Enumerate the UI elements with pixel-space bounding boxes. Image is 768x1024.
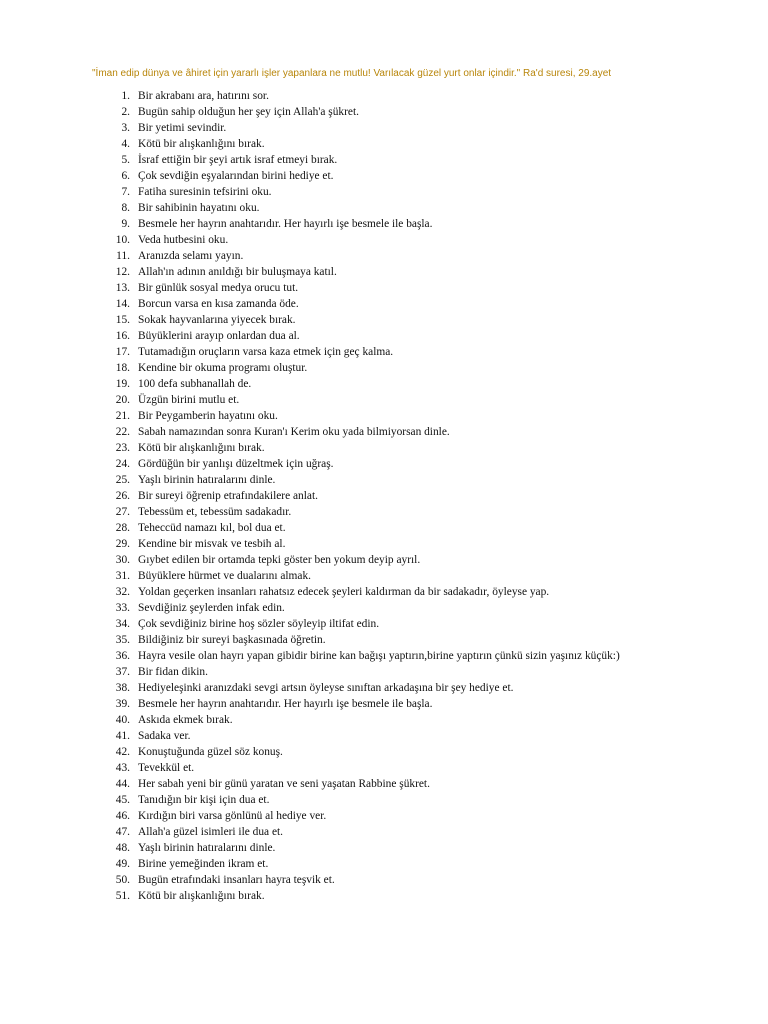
list-item-text: Kötü bir alışkanlığını bırak. (138, 890, 265, 902)
list-item (98, 152, 658, 168)
list-item-text: Bir sureyi öğrenip etrafındakilere anlat. (138, 490, 318, 502)
list-item (98, 248, 658, 264)
list-item (98, 648, 658, 664)
list-item-text: Bugün etrafındaki insanları hayra teşvik et. (138, 874, 335, 886)
list-item (98, 264, 658, 280)
list-item-text: Çok sevdiğin eşyalarından birini hediye et. (138, 170, 334, 182)
list-item (98, 808, 658, 824)
list-item (98, 728, 658, 744)
list-item (98, 856, 658, 872)
list-item-number: 49. (115, 858, 130, 870)
list-item-number: 50. (115, 874, 130, 886)
list-item-text: Aranızda selamı yayın. (138, 250, 244, 262)
list-item-number: 40. (115, 714, 130, 726)
list-item-number: 26. (115, 490, 130, 502)
list-item-text: Tanıdığın bir kişi için dua et. (138, 794, 270, 806)
list-item (98, 568, 658, 584)
list-item-text: Allah'ın adının anıldığı bir buluşmaya katıl. (138, 266, 337, 278)
list-item-number: 46. (115, 810, 130, 822)
list-item-number: 38. (115, 682, 130, 694)
list-item (98, 872, 658, 888)
list-item-number: 5. (121, 154, 130, 166)
list-item (98, 360, 658, 376)
list-item (98, 632, 658, 648)
list-item-text: Birine yemeğinden ikram et. (138, 858, 269, 870)
list-item (98, 792, 658, 808)
list-item-number: 28. (115, 522, 130, 534)
list-item (98, 296, 658, 312)
list-item-number: 18. (115, 362, 130, 374)
list-item-text: Besmele her hayrın anahtarıdır. Her hayırlı işe besmele ile başla. (138, 218, 433, 230)
list-item-text: Bugün sahip olduğun her şey için Allah'a şükret. (138, 106, 359, 118)
list-item-text: Tebessüm et, tebessüm sadakadır. (138, 506, 292, 518)
list-item-text: Bir fidan dikin. (138, 666, 208, 678)
list-item (98, 328, 658, 344)
list-item-number: 19. (115, 378, 130, 390)
list-item (98, 696, 658, 712)
list-item-number: 22. (115, 426, 130, 438)
list-item-text: Gıybet edilen bir ortamda tepki göster ben yokum deyip ayrıl. (138, 554, 421, 566)
list-item (98, 312, 658, 328)
list-item-number: 45. (115, 794, 130, 806)
list-item-text: Bir sahibinin hayatını oku. (138, 202, 260, 214)
list-item-text: Bir yetimi sevindir. (138, 122, 227, 134)
list-item-number: 44. (115, 778, 130, 790)
list-item-number: 3. (121, 122, 130, 134)
list-item-text: Çok sevdiğiniz birine hoş sözler söyleyip iltifat edin. (138, 618, 380, 630)
list-item (98, 88, 658, 104)
list-item-text: Sabah namazından sonra Kuran'ı Kerim oku yada bilmiyorsan dinle. (138, 426, 450, 438)
list-item (98, 504, 658, 520)
list-item (98, 392, 658, 408)
list-item-text: Hediyeleşinki aranızdaki sevgi artsın öyleyse sınıftan arkadaşına bir şey hediye et. (138, 682, 514, 694)
list-item-text: Hayra vesile olan hayrı yapan gibidir birine kan bağışı yaptırın,birine yaptırın çünkü sizin yaşınız küçük:) (138, 650, 620, 662)
list-item (98, 440, 658, 456)
list-item-text: Allah'a güzel isimleri ile dua et. (138, 826, 284, 838)
list-item-number: 25. (115, 474, 130, 486)
list-item (98, 472, 658, 488)
list-item-text: Kırdığın biri varsa gönlünü al hediye ver. (138, 810, 327, 822)
numbered-list (98, 88, 658, 904)
list-item-number: 35. (115, 634, 130, 646)
list-item-number: 37. (115, 666, 130, 678)
list-item (98, 408, 658, 424)
list-item-number: 15. (115, 314, 130, 326)
list-item-text: 100 defa subhanallah de. (138, 378, 252, 390)
list-item (98, 184, 658, 200)
list-item-number: 34. (115, 618, 130, 630)
list-item (98, 536, 658, 552)
list-item (98, 376, 658, 392)
list-item-text: Sevdiğiniz şeylerden infak edin. (138, 602, 285, 614)
list-item-text: Büyüklerini arayıp onlardan dua al. (138, 330, 300, 342)
list-item-text: Yaşlı birinin hatıralarını dinle. (138, 842, 276, 854)
list-item-text: Veda hutbesini oku. (138, 234, 229, 246)
list-item-number: 42. (115, 746, 130, 758)
list-item-number: 31. (115, 570, 130, 582)
list-item (98, 280, 658, 296)
list-item-number: 2. (121, 106, 130, 118)
list-item (98, 120, 658, 136)
list-item (98, 584, 658, 600)
list-item (98, 344, 658, 360)
list-item (98, 600, 658, 616)
list-item (98, 888, 658, 904)
list-item-text: Üzgün birini mutlu et. (138, 394, 240, 406)
list-item-number: 11. (116, 250, 130, 262)
list-item-number: 10. (115, 234, 130, 246)
list-item-text: Büyüklere hürmet ve dualarını almak. (138, 570, 312, 582)
list-item (98, 552, 658, 568)
list-item-number: 17. (115, 346, 130, 358)
list-item-text: İsraf ettiğin bir şeyi artık israf etmeyi bırak. (138, 154, 338, 166)
list-item-number: 39. (115, 698, 130, 710)
list-item-text: Sadaka ver. (138, 730, 191, 742)
list-item (98, 136, 658, 152)
list-item-number: 23. (115, 442, 130, 454)
list-item (98, 744, 658, 760)
list-item-number: 8. (121, 202, 130, 214)
list-item-number: 1. (121, 90, 130, 102)
quote-header: "İman edip dünya ve âhiret için yararlı işler yapanlara ne mutlu! Varılacak güzel yurt onlar içindir." Ra'd suresi, 29.ayet (92, 68, 612, 79)
list-item-text: Bir akrabanı ara, hatırını sor. (138, 90, 269, 102)
list-item (98, 824, 658, 840)
list-item-number: 6. (121, 170, 130, 182)
list-item (98, 168, 658, 184)
list-item-number: 13. (115, 282, 130, 294)
list-item-text: Kötü bir alışkanlığını bırak. (138, 442, 265, 454)
list-item-text: Kendine bir misvak ve tesbih al. (138, 538, 286, 550)
list-item (98, 520, 658, 536)
list-item-text: Kendine bir okuma programı oluştur. (138, 362, 308, 374)
list-item (98, 200, 658, 216)
list-item (98, 760, 658, 776)
list-item-number: 9. (121, 218, 130, 230)
list-item (98, 216, 658, 232)
list-item-text: Teheccüd namazı kıl, bol dua et. (138, 522, 286, 534)
list-item-number: 32. (115, 586, 130, 598)
list-item-text: Askıda ekmek bırak. (138, 714, 233, 726)
list-item-text: Gördüğün bir yanlışı düzeltmek için uğraş. (138, 458, 334, 470)
list-item (98, 664, 658, 680)
list-item-text: Besmele her hayrın anahtarıdır. Her hayırlı işe besmele ile başla. (138, 698, 433, 710)
list-item-number: 21. (115, 410, 130, 422)
list-item-text: Tevekkül et. (138, 762, 195, 774)
list-item-text: Tutamadığın oruçların varsa kaza etmek için geç kalma. (138, 346, 394, 358)
list-item-text: Bir Peygamberin hayatını oku. (138, 410, 278, 422)
list-item-number: 33. (115, 602, 130, 614)
list-item-text: Borcun varsa en kısa zamanda öde. (138, 298, 299, 310)
list-item-number: 16. (115, 330, 130, 342)
list-item-text: Fatiha suresinin tefsirini oku. (138, 186, 272, 198)
list-item (98, 424, 658, 440)
list-item (98, 456, 658, 472)
list-item-text: Konuştuğunda güzel söz konuş. (138, 746, 283, 758)
list-item-number: 12. (115, 266, 130, 278)
list-item (98, 104, 658, 120)
list-item (98, 840, 658, 856)
list-item (98, 232, 658, 248)
list-item (98, 680, 658, 696)
list-item-number: 14. (115, 298, 130, 310)
list-item-text: Kötü bir alışkanlığını bırak. (138, 138, 265, 150)
list-item-number: 43. (115, 762, 130, 774)
list-item-number: 24. (115, 458, 130, 470)
list-item-number: 36. (115, 650, 130, 662)
list-item-number: 47. (115, 826, 130, 838)
list-item-text: Her sabah yeni bir günü yaratan ve seni yaşatan Rabbine şükret. (138, 778, 430, 790)
list-item (98, 616, 658, 632)
list-item (98, 488, 658, 504)
list-item (98, 712, 658, 728)
list-item-number: 30. (115, 554, 130, 566)
list-item-number: 7. (121, 186, 130, 198)
list-item (98, 776, 658, 792)
list-item-number: 41. (115, 730, 130, 742)
list-item-number: 51. (115, 890, 130, 902)
list-item-text: Sokak hayvanlarına yiyecek bırak. (138, 314, 296, 326)
list-item-number: 27. (115, 506, 130, 518)
list-item-number: 29. (115, 538, 130, 550)
list-item-number: 4. (121, 138, 130, 150)
list-item-number: 48. (115, 842, 130, 854)
list-item-number: 20. (115, 394, 130, 406)
list-item-text: Bir günlük sosyal medya orucu tut. (138, 282, 299, 294)
list-item-text: Yaşlı birinin hatıralarını dinle. (138, 474, 276, 486)
list-item-text: Bildiğiniz bir sureyi başkasınada öğretin. (138, 634, 326, 646)
list-item-text: Yoldan geçerken insanları rahatsız edecek şeyleri kaldırman da bir sadakadır, öyleyse yap. (138, 586, 550, 598)
